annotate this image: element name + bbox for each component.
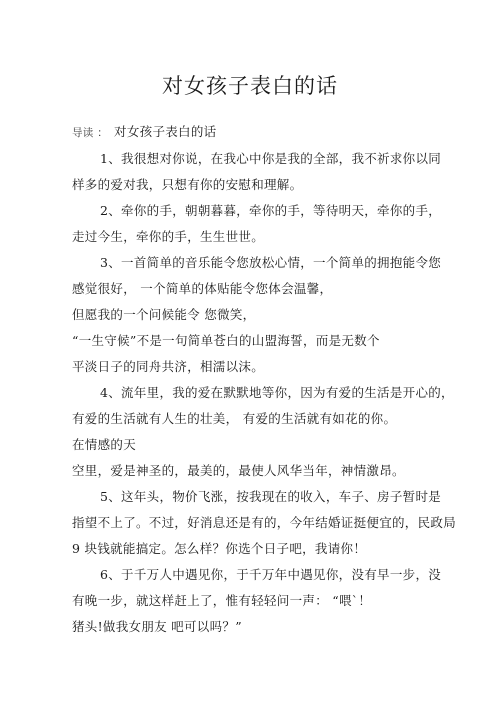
text-line: 有爱的生活就有人生的壮美， 有爱的生活就有如花的你。 [72, 411, 397, 426]
text-line: 9 块钱就能搞定。怎么样？你选个日子吧，我请你！ [72, 541, 367, 556]
lead-text: 对女孩子表白的话 [114, 124, 217, 139]
text-line: 但愿我的一个问候能令 您微笑， [72, 307, 256, 322]
text-line: 在情感的天 [72, 437, 137, 452]
text-line: 5、这年头，物价飞涨，按我现在的收入，车子、房子暂时是 [100, 489, 442, 504]
text-line: 感觉很好， 一个简单的体贴能令您体会温馨， [72, 281, 333, 296]
text-line: 2、牵你的手，朝朝暮暮，牵你的手，等待明天，牵你的手， [100, 203, 442, 218]
text-line: 指望不上了。不过，好消息还是有的，今年结婚证挺便宜的，民政局 [72, 515, 457, 530]
text-line: 空里，爱是神圣的，最美的，最使人风华当年，神情激昂。 [72, 463, 405, 478]
text-line: 走过今生，牵你的手，生生世世。 [72, 229, 265, 244]
text-line: 样多的爱对我，只想有你的安慰和理解。 [72, 177, 303, 192]
text-line: 4、流年里，我的爱在默默地等你，因为有爱的生活是开心的， [100, 385, 454, 400]
text-line: 猪头!做我女朋友 吧可以吗？” [72, 619, 242, 634]
lead-label: 导读 ： [72, 127, 109, 139]
text-line: 有晚一步，就这样赶上了，惟有轻轻问一声： “喂`！ [72, 593, 372, 608]
text-line: 平淡日子的同舟共济，相濡以沫。 [72, 359, 265, 374]
text-line: 6、于千万人中遇见你，于千万年中遇见你，没有早一步，没 [100, 567, 442, 582]
text-line: 1、我很想对你说，在我心中你是我的全部，我不祈求你以同 [100, 151, 442, 166]
document-title: 对女孩子表白的话 [162, 74, 338, 98]
lead-line [72, 122, 216, 140]
text-line: 3、一首简单的音乐能令您放松心情，一个简单的拥抱能令您 [100, 255, 442, 270]
text-line: “一生守候”不是一句简单苍白的山盟海誓，而是无数个 [72, 333, 380, 348]
